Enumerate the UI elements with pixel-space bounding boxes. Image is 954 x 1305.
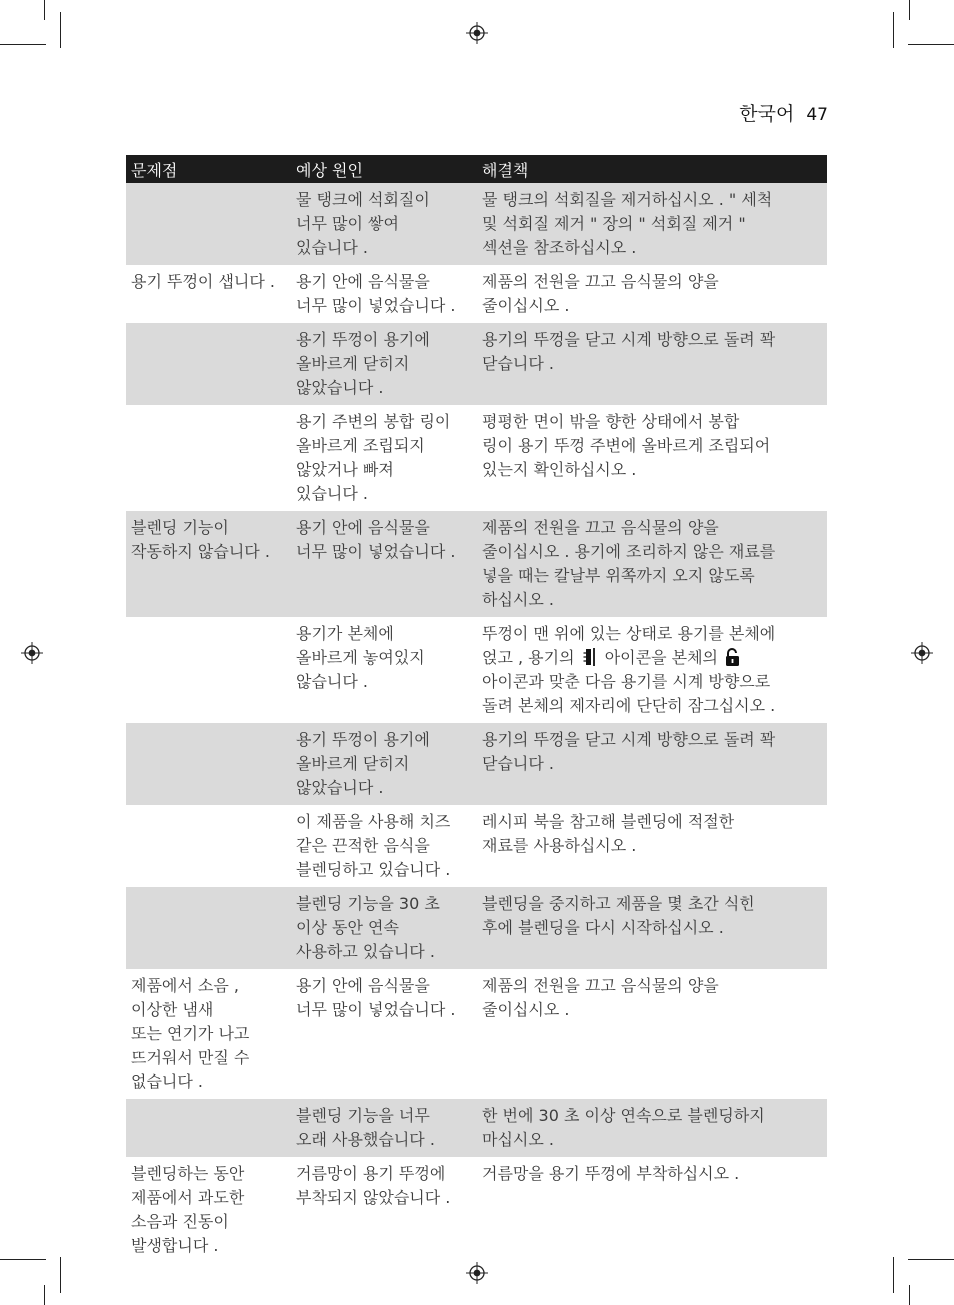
solution-cell: 제품의 전원을 끄고 음식물의 양을 줄이십시오 . xyxy=(482,976,719,1019)
problem-cell: 블렌딩 기능이 작동하지 않습니다 . xyxy=(126,511,291,617)
cause-cell: 이 제품을 사용해 치즈 같은 끈적한 음식을 블렌딩하고 있습니다 . xyxy=(296,812,451,879)
crop-mark xyxy=(908,44,954,45)
problem-cell xyxy=(126,723,291,805)
solution-cell xyxy=(477,617,827,723)
column-header-problem: 문제점 xyxy=(126,155,291,183)
cause-cell: 블렌딩 기능을 30 초 이상 동안 연속 사용하고 있습니다 . xyxy=(291,887,477,969)
solution-cell: 거름망을 용기 뚜껑에 부착하십시오 . xyxy=(482,1164,740,1183)
solution-cell: 용기의 뚜껑을 닫고 시계 방향으로 돌려 꽉 닫습니다 . xyxy=(477,723,827,805)
solution-cell: 레시피 북을 참고해 블렌딩에 적절한 재료를 사용하십시오 . xyxy=(482,812,735,855)
problem-cell xyxy=(126,183,291,265)
crop-mark xyxy=(44,1285,45,1305)
column-header-solution: 해결책 xyxy=(477,155,827,183)
table-header-row xyxy=(126,155,827,183)
table-row xyxy=(126,887,827,969)
problem-cell xyxy=(126,323,291,405)
crop-mark xyxy=(44,0,45,20)
solution-cell: 물 탱크의 석회질을 제거하십시오 . " 세척 및 석회질 제거 " 장의 " 석회질 제거 " 섹션을 참조하십시오 . xyxy=(477,183,827,265)
problem-cell xyxy=(126,805,291,887)
cause-cell: 용기 주변의 봉합 링이 올바르게 조립되지 않았거나 빠져 있습니다 . xyxy=(296,412,451,503)
problem-cell xyxy=(126,617,291,723)
problem-cell xyxy=(126,405,291,511)
cause-cell: 거름망이 용기 뚜껑에 부착되지 않았습니다 . xyxy=(296,1164,451,1207)
table-row xyxy=(126,511,827,617)
table-row xyxy=(126,265,827,323)
solution-cell: 평평한 면이 밖을 향한 상태에서 봉합 링이 용기 뚜껑 주변에 올바르게 조립되어 있는지 확인하십시오 . xyxy=(482,412,771,479)
page-header xyxy=(739,99,828,126)
problem-cell: 용기 뚜껑이 샙니다 . xyxy=(131,272,275,291)
registration-mark-icon xyxy=(911,642,933,664)
solution-text-part: 아이콘을 본체의 xyxy=(599,648,724,667)
crop-mark xyxy=(0,1259,46,1260)
table-row xyxy=(126,617,827,723)
cause-cell: 용기가 본체에 올바르게 놓여있지 않습니다 . xyxy=(296,624,425,691)
table-row xyxy=(126,969,827,1099)
problem-cell: 블렌딩하는 동안 제품에서 과도한 소음과 진동이 발생합니다 . xyxy=(131,1164,245,1255)
solution-cell: 한 번에 30 초 이상 연속으로 블렌딩하지 마십시오 . xyxy=(477,1099,827,1157)
table-row xyxy=(126,1099,827,1157)
language-label: 한국어 xyxy=(739,103,795,125)
crop-mark xyxy=(909,1285,910,1305)
solution-cell: 제품의 전원을 끄고 음식물의 양을 줄이십시오 . xyxy=(482,272,719,315)
cause-cell: 용기 안에 음식물을 너무 많이 넣었습니다 . xyxy=(296,976,456,1019)
problem-cell: 제품에서 소음 , 이상한 냄새 또는 연기가 나고 뜨거워서 만질 수 없습니다 . xyxy=(131,976,250,1091)
crop-mark xyxy=(60,12,61,48)
solution-cell: 블렌딩을 중지하고 제품을 몇 초간 식힌 후에 블렌딩을 다시 시작하십시오 . xyxy=(477,887,827,969)
table-row xyxy=(126,805,827,887)
page-number: 47 xyxy=(806,105,828,125)
crop-mark xyxy=(0,44,46,45)
registration-mark-icon xyxy=(466,1262,488,1284)
crop-mark xyxy=(909,0,910,20)
table-row xyxy=(126,1157,827,1263)
registration-mark-icon xyxy=(21,642,43,664)
solution-cell: 용기의 뚜껑을 닫고 시계 방향으로 돌려 꽉 닫습니다 . xyxy=(477,323,827,405)
column-header-cause: 예상 원인 xyxy=(291,155,477,183)
table-row xyxy=(126,183,827,265)
cause-cell: 용기 안에 음식물을 너무 많이 넣었습니다 . xyxy=(291,511,477,617)
table-row xyxy=(126,723,827,805)
cause-cell: 용기 안에 음식물을 너무 많이 넣었습니다 . xyxy=(296,272,456,315)
troubleshooting-table xyxy=(126,155,827,1263)
solution-text-part: 아이콘과 맞춘 다음 용기를 시계 방향으로 돌려 본체의 제자리에 단단히 잠그십시오 . xyxy=(482,672,776,715)
unlock-padlock-icon xyxy=(725,647,741,667)
table-body xyxy=(126,183,827,1263)
cause-cell: 용기 뚜껑이 용기에 올바르게 닫히지 않았습니다 . xyxy=(291,723,477,805)
crop-mark xyxy=(893,1257,894,1293)
solution-cell: 제품의 전원을 끄고 음식물의 양을 줄이십시오 . 용기에 조리하지 않은 재료를 넣을 때는 칼날부 위쪽까지 오지 않도록 하십시오 . xyxy=(477,511,827,617)
table-row xyxy=(126,323,827,405)
crop-mark xyxy=(908,1259,954,1260)
solution-text-part: 뚜껑이 맨 위에 있는 상태로 용기를 본체에 얹고 , 용기의 xyxy=(482,624,776,667)
cause-cell: 물 탱크에 석회질이 너무 많이 쌓여 있습니다 . xyxy=(291,183,477,265)
registration-mark-icon xyxy=(466,22,488,44)
crop-mark xyxy=(893,12,894,48)
problem-cell xyxy=(126,1099,291,1157)
jug-lock-symbol-icon xyxy=(582,647,598,667)
cause-cell: 블렌딩 기능을 너무 오래 사용했습니다 . xyxy=(291,1099,477,1157)
cause-cell: 용기 뚜껑이 용기에 올바르게 닫히지 않았습니다 . xyxy=(291,323,477,405)
crop-mark xyxy=(60,1257,61,1293)
table-row xyxy=(126,405,827,511)
problem-cell xyxy=(126,887,291,969)
